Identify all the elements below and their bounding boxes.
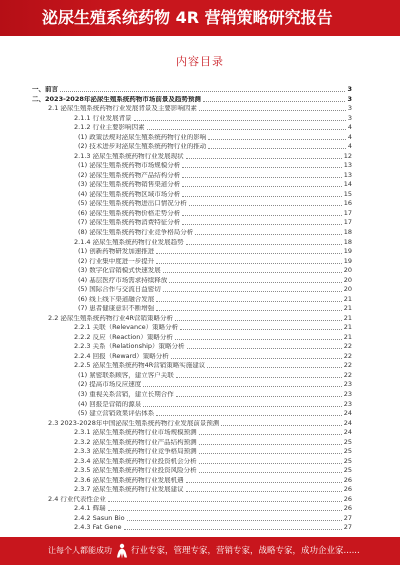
toc-list xyxy=(32,86,352,532)
toc-entry-page: 19 xyxy=(343,256,352,265)
toc-entry-title: (5) 建立营销效果评估体系 xyxy=(78,410,155,418)
toc-dot-leader xyxy=(186,158,342,159)
toc-entry[interactable] xyxy=(32,315,352,323)
toc-entry-page: 26 xyxy=(343,494,352,503)
toc-dot-leader xyxy=(207,367,341,368)
toc-entry-title: (2) 泌尿生殖系统药物产品结构分析 xyxy=(78,171,181,179)
toc-dot-leader xyxy=(180,329,342,330)
toc-entry[interactable] xyxy=(32,239,352,247)
toc-entry-title: 2.2.1 关联（Relevance）策略分析 xyxy=(74,324,179,332)
toc-entry-title: 二、2023-2028年泌尿生殖系统药物市场前景及趋势预测 xyxy=(32,95,201,103)
toc-entry-title: (4) 泌尿生殖系统药物区域市场分析 xyxy=(78,190,181,198)
toc-entry[interactable] xyxy=(32,143,352,151)
toc-entry-page: 15 xyxy=(343,189,352,198)
toc-dot-leader xyxy=(143,406,341,407)
toc-entry[interactable] xyxy=(32,410,352,418)
toc-entry-page: 19 xyxy=(343,247,352,256)
toc-entry[interactable] xyxy=(32,153,352,161)
toc-entry-title: 2.1.1 行业发展背景 xyxy=(74,114,132,122)
toc-entry[interactable] xyxy=(32,210,352,218)
toc-dot-leader xyxy=(156,301,341,302)
toc-dot-leader xyxy=(199,434,342,435)
toc-dot-leader xyxy=(176,377,342,378)
toc-entry-title: 2.4 行业代表性企业 xyxy=(48,495,106,503)
toc-entry-title: (7) 患者健康意识不断增强 xyxy=(78,305,155,313)
toc-entry[interactable] xyxy=(32,115,352,123)
toc-entry-page: 3 xyxy=(347,113,352,122)
toc-entry-page: 22 xyxy=(343,370,352,379)
toc-dot-leader xyxy=(186,244,342,245)
toc-dot-leader xyxy=(199,110,346,111)
toc-entry-title: (3) 泌尿生殖系统药物销售渠道分析 xyxy=(78,181,181,189)
toc-entry[interactable] xyxy=(32,334,352,342)
toc-entry[interactable] xyxy=(32,486,352,494)
toc-dot-leader xyxy=(187,348,342,349)
toc-dot-leader xyxy=(169,282,341,283)
toc-entry-title: (6) 泌尿生殖系统药物价格走势分析 xyxy=(78,209,181,217)
toc-entry[interactable] xyxy=(32,258,352,266)
toc-entry[interactable] xyxy=(32,467,352,475)
toc-entry-page: 12 xyxy=(343,151,352,160)
toc-entry[interactable] xyxy=(32,105,352,113)
toc-entry-page: 17 xyxy=(343,218,352,227)
toc-entry-page: 22 xyxy=(343,361,352,370)
toc-entry-title: (5) 国际合作与交流日益密切 xyxy=(78,286,161,294)
toc-entry-title: 2.3.7 泌尿生殖系统药物行业发展建议 xyxy=(74,486,184,494)
toc-entry-page: 24 xyxy=(343,428,352,437)
toc-entry-page: 17 xyxy=(343,208,352,217)
toc-dot-leader xyxy=(127,520,342,521)
toc-entry[interactable] xyxy=(32,391,352,399)
toc-dot-leader xyxy=(208,148,346,149)
toc-dot-leader xyxy=(182,167,341,168)
toc-entry[interactable] xyxy=(32,458,352,466)
toc-entry[interactable] xyxy=(32,200,352,208)
toc-dot-leader xyxy=(176,396,342,397)
toc-entry-page: 25 xyxy=(343,456,352,465)
toc-dot-leader xyxy=(199,463,342,464)
toc-entry-title: 2.2.4 回报（Reward）策略分析 xyxy=(74,352,169,360)
toc-dot-leader xyxy=(208,139,346,140)
person-icon xyxy=(116,543,128,559)
toc-dot-leader xyxy=(182,186,341,187)
toc-entry-title: 2.3.5 泌尿生殖系统药物行业投资风险分析 xyxy=(74,467,197,475)
toc-entry-page: 4 xyxy=(347,123,352,132)
toc-entry-title: 2.4.3 Fat Gene xyxy=(74,524,122,532)
toc-entry-page: 20 xyxy=(343,285,352,294)
toc-entry-page: 18 xyxy=(343,227,352,236)
toc-entry[interactable] xyxy=(32,86,352,94)
toc-entry-title: 2.3 2023-2028年中国泌尿生殖系统药物行业发展前景预测 xyxy=(48,419,220,427)
toc-dot-leader xyxy=(182,177,341,178)
toc-dot-leader xyxy=(221,425,341,426)
toc-entry-page: 27 xyxy=(343,513,352,522)
toc-entry[interactable] xyxy=(32,343,352,351)
toc-entry-page: 27 xyxy=(343,523,352,532)
toc-dot-leader xyxy=(156,253,341,254)
toc-dot-leader xyxy=(199,453,342,454)
toc-entry[interactable] xyxy=(32,353,352,361)
toc-entry-title: 2.3.6 泌尿生殖系统药物行业发展机遇 xyxy=(74,476,184,484)
toc-entry-title: (6) 线上线下渠道融合发展 xyxy=(78,295,155,303)
footer-banner xyxy=(0,537,400,565)
toc-entry-page: 4 xyxy=(347,132,352,141)
toc-dot-leader xyxy=(182,196,341,197)
toc-entry-title: 2.3.2 泌尿生殖系统药物行业产品结构预测 xyxy=(74,438,197,446)
toc-entry[interactable] xyxy=(32,477,352,485)
toc-entry-page: 26 xyxy=(343,475,352,484)
toc-entry[interactable] xyxy=(32,124,352,132)
toc-dot-leader xyxy=(195,234,341,235)
toc-entry[interactable] xyxy=(32,267,352,275)
toc-entry[interactable] xyxy=(32,429,352,437)
toc-dot-leader xyxy=(143,386,341,387)
toc-entry-title: (4) 回报是营销的源泉 xyxy=(78,400,142,408)
toc-entry-title: 一、前言 xyxy=(32,86,58,93)
toc-dot-leader xyxy=(163,291,342,292)
toc-entry-page: 21 xyxy=(343,332,352,341)
toc-entry-title: (1) 紧密联系顾客，建立客户关联 xyxy=(78,371,174,379)
toc-entry-title: (1) 政策法规对泌尿生殖系统药物行业的影响 xyxy=(78,133,207,141)
toc-entry-title: (7) 泌尿生殖系统药物消费特征分析 xyxy=(78,219,181,227)
toc-entry-title: 2.2 泌尿生殖系统药物行业4R营销策略分析 xyxy=(48,314,174,322)
toc-entry[interactable] xyxy=(32,381,352,389)
toc-entry-page: 16 xyxy=(343,199,352,208)
toc-entry[interactable] xyxy=(32,172,352,180)
toc-entry-title: 2.1.4 泌尿生殖系统药物行业发展趋势 xyxy=(74,238,184,246)
toc-entry-title: (2) 技术进步对泌尿生殖系统药物行业的推动 xyxy=(78,143,207,151)
toc-entry-title: (1) 创新药物研发加速推进 xyxy=(78,248,155,256)
toc-entry[interactable] xyxy=(32,219,352,227)
toc-entry-page: 21 xyxy=(343,304,352,313)
toc-entry-title: 2.2.5 泌尿生殖系统药物4R营销策略实施建议 xyxy=(74,362,206,370)
toc-entry[interactable] xyxy=(32,496,352,504)
toc-entry[interactable] xyxy=(32,134,352,142)
toc-dot-leader xyxy=(156,415,341,416)
toc-entry[interactable] xyxy=(32,448,352,456)
toc-entry-page: 26 xyxy=(343,504,352,513)
toc-entry[interactable] xyxy=(32,324,352,332)
toc-entry-title: (4) 基层医疗市场需求持续释放 xyxy=(78,276,168,284)
toc-entry[interactable] xyxy=(32,515,352,523)
toc-entry-page: 18 xyxy=(343,237,352,246)
toc-entry-page: 14 xyxy=(343,180,352,189)
toc-dot-leader xyxy=(189,205,342,206)
toc-entry[interactable] xyxy=(32,505,352,513)
toc-dot-leader xyxy=(199,472,342,473)
toc-entry-page: 20 xyxy=(343,266,352,275)
toc-entry-title: (8) 泌尿生殖系统药物行业竞争格局分析 xyxy=(78,228,194,236)
toc-dot-leader xyxy=(108,501,342,502)
toc-entry-page: 22 xyxy=(343,342,352,351)
toc-dot-leader xyxy=(171,358,342,359)
toc-entry-title: 2.1 泌尿生殖系统药物行业发展背景及主要影响因素 xyxy=(48,105,197,113)
footer-slogan: 让每个人都能成功 xyxy=(48,546,112,555)
toc-entry-page: 23 xyxy=(343,380,352,389)
toc-dot-leader xyxy=(203,101,346,102)
toc-entry-title: 2.2.2 反应（Reaction）策略分析 xyxy=(74,333,173,341)
toc-entry-page: 3 xyxy=(347,104,352,113)
report-title: 泌尿生殖系统药物 4R 营销策略研究报告 xyxy=(42,8,333,27)
toc-entry-title: 2.1.3 泌尿生殖系统药物行业发展现状 xyxy=(74,152,184,160)
toc-entry-title: (5) 泌尿生殖系统药物进出口情况分析 xyxy=(78,200,187,208)
toc-dot-leader xyxy=(60,91,345,92)
toc-dot-leader xyxy=(199,444,342,445)
toc-entry-title: 2.3.1 泌尿生殖系统药物行业市场规模预测 xyxy=(74,429,197,437)
toc-entry-title: (2) 行业集中度进一步提升 xyxy=(78,257,155,265)
toc-entry-page: 24 xyxy=(343,409,352,418)
toc-dot-leader xyxy=(182,215,341,216)
toc-entry[interactable] xyxy=(32,96,352,104)
toc-entry[interactable] xyxy=(32,286,352,294)
toc-dot-leader xyxy=(147,129,346,130)
toc-entry-title: (1) 泌尿生殖系统药物市场规模分析 xyxy=(78,162,181,170)
toc-entry-title: 2.1.2 行业主要影响因素 xyxy=(74,124,145,132)
toc-dot-leader xyxy=(156,263,341,264)
toc-entry-title: (3) 重视关系营销，建立长期合作 xyxy=(78,391,174,398)
toc-entry-page: 26 xyxy=(343,485,352,494)
footer-tagline: 行业专家，管理专家，营销专家，战略专家，成功企业家...... xyxy=(131,546,360,556)
toc-entry[interactable] xyxy=(32,181,352,189)
toc-entry-title: 2.2.3 关系（Relationship）策略分析 xyxy=(74,343,185,351)
toc-entry-page: 20 xyxy=(343,275,352,284)
toc-entry-page: 23 xyxy=(343,399,352,408)
toc-entry-page: 13 xyxy=(343,161,352,170)
toc-entry[interactable] xyxy=(32,401,352,409)
toc-dot-leader xyxy=(175,339,342,340)
toc-entry-page: 3 xyxy=(347,85,352,93)
toc-dot-leader xyxy=(156,310,341,311)
toc-entry-title: 2.4.2 Sasun Bio xyxy=(74,514,125,522)
toc-entry-page: 22 xyxy=(343,351,352,360)
toc-entry[interactable] xyxy=(32,372,352,380)
toc-entry-page: 13 xyxy=(343,170,352,179)
toc-entry-page: 21 xyxy=(343,294,352,303)
toc-entry[interactable] xyxy=(32,277,352,285)
toc-entry[interactable] xyxy=(32,362,352,370)
toc-entry-page: 25 xyxy=(343,437,352,446)
toc-dot-leader xyxy=(134,120,346,121)
toc-entry-page: 24 xyxy=(343,418,352,427)
toc-entry-title: 2.3.3 泌尿生殖系统药物行业竞争格局预测 xyxy=(74,448,197,456)
toc-entry-page: 21 xyxy=(343,313,352,322)
toc-heading: 内容目录 xyxy=(176,55,224,68)
toc-entry-page: 25 xyxy=(343,466,352,475)
toc-dot-leader xyxy=(108,510,342,511)
toc-entry-title: 2.4.1 辉瑞 xyxy=(74,505,106,513)
toc-entry-page: 3 xyxy=(347,94,352,103)
toc-entry[interactable] xyxy=(32,296,352,304)
toc-entry[interactable] xyxy=(32,162,352,170)
toc-entry-title: (2) 提高市场反应速度 xyxy=(78,381,142,389)
report-header-banner xyxy=(0,0,400,36)
toc-entry[interactable] xyxy=(32,305,352,313)
toc-entry-page: 25 xyxy=(343,447,352,456)
toc-entry[interactable] xyxy=(32,248,352,256)
toc-entry[interactable] xyxy=(32,191,352,199)
toc-entry-title: 2.3.4 泌尿生殖系统药物行业投资机会分析 xyxy=(74,457,197,465)
toc-entry-page: 23 xyxy=(343,390,352,398)
toc-entry[interactable] xyxy=(32,229,352,237)
toc-entry[interactable] xyxy=(32,524,352,532)
toc-entry-title: (3) 数字化营销模式快速发展 xyxy=(78,267,161,275)
toc-dot-leader xyxy=(186,482,342,483)
toc-dot-leader xyxy=(182,224,341,225)
toc-dot-leader xyxy=(163,272,342,273)
toc-dot-leader xyxy=(175,320,342,321)
toc-entry-page: 4 xyxy=(347,142,352,151)
toc-dot-leader xyxy=(124,529,342,530)
toc-dot-leader xyxy=(186,491,342,492)
toc-entry[interactable] xyxy=(32,420,352,428)
toc-entry-page: 21 xyxy=(343,323,352,332)
toc-entry[interactable] xyxy=(32,439,352,447)
